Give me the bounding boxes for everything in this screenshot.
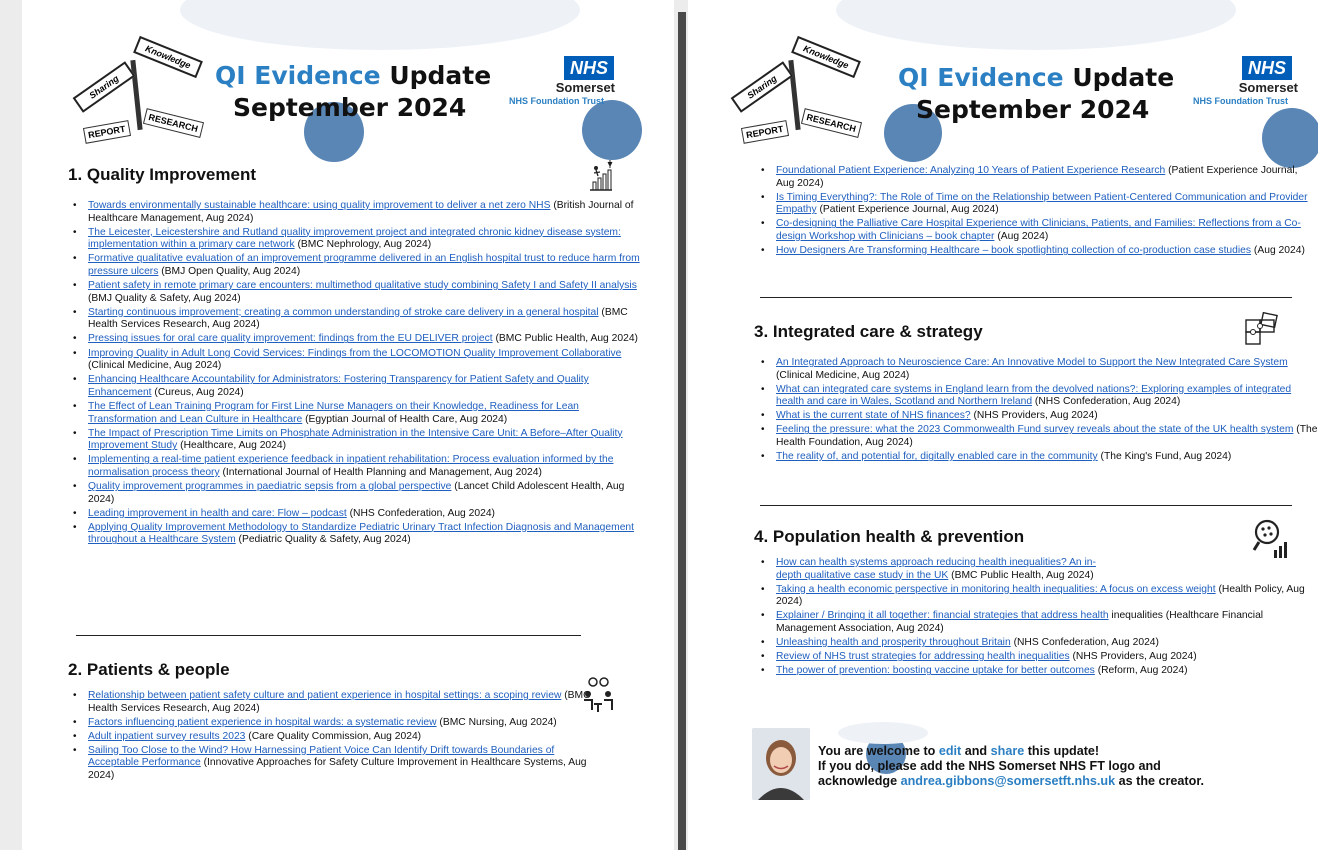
nhs-trust-name: NHS Foundation Trust — [509, 96, 604, 106]
list-item: • The Impact of Prescription Time Limits on Phosphate Administration in the Intensive Care Unit: A Before–After Quality Improvement Study (Healthcare, Aug 2024) — [88, 428, 648, 453]
list-item: • Unleashing health and prosperity throughout Britain (NHS Confederation, Aug 2024) — [776, 637, 1318, 650]
footer-arc — [838, 722, 928, 744]
footer-message: You are welcome to edit and share this update! If you do, please add the NHS Somerset NHS FT logo and acknowledge andrea.gibbons@somersetft.nhs.uk as the creator. — [818, 744, 1205, 788]
article-link[interactable]: Explainer / Bringing it all together: financial strategies that address health — [776, 610, 1109, 622]
article-link[interactable]: The Impact of Prescription Time Limits on Phosphate Administration in the Intensive Care Unit: A Before–After Quality Improvement Study — [88, 427, 623, 452]
list-item: • Patient safety in remote primary care encounters: multimethod qualitative study combining Safety I and Safety II analysis (BMJ Quality & Safety, Aug 2024) — [88, 280, 648, 305]
list-item: • How can health systems approach reducing health inequalities? An in-depth qualitative case study in the UK (BMC Public Health, Aug 2024) — [776, 557, 1116, 582]
article-link[interactable]: Improving Quality in Adult Long Covid Services: Findings from the LOCOMOTION Quality Improvement Collaborative — [88, 347, 622, 359]
list-item: • Adult inpatient survey results 2023 (Care Quality Commission, Aug 2024) — [88, 731, 600, 744]
list-item: • Relationship between patient safety culture and patient experience in hospital settings: a scoping review (BMC Health Services Research, Aug 2024) — [88, 690, 600, 715]
qi-list — [68, 200, 648, 548]
list-item: • Quality improvement programmes in paediatric sepsis from a global perspective (Lancet Child Adolescent Health, Aug 2024) — [88, 481, 648, 506]
article-link[interactable]: Factors influencing patient experience in hospital wards: a systematic review — [88, 716, 437, 728]
article-link[interactable]: Starting continuous improvement; creating a common understanding of stroke care delivery in a general hospital — [88, 306, 599, 318]
list-item: • The Leicester, Leicestershire and Rutland quality improvement project and integrated chronic kidney disease system: implementation within a primary care network (BMC Nephrology, Aug 2024) — [88, 227, 648, 252]
list-item: • Implementing a real-time patient experience feedback in inpatient rehabilitation: Process evaluation informed by the normalisation process theory (International Journal of Health Planning and Management, Aug 2024) — [88, 454, 648, 479]
section-heading-patients: 2. Patients & people — [68, 660, 230, 679]
list-item: • Is Timing Everything?: The Role of Time on the Relationship between Patient-Centered Communication and Provider Empathy (Patient Experience Journal, Aug 2024) — [776, 192, 1316, 217]
list-item: • Feeling the pressure: what the 2023 Commonwealth Fund survey reveals about the state of the UK health system (The Health Foundation, Aug 2024) — [776, 424, 1318, 449]
list-item: • Explainer / Bringing it all together: financial strategies that address health inequalities (Healthcare Financial Management Association, Aug 2024) — [776, 610, 1318, 635]
list-item: • How Designers Are Transforming Healthcare – book spotlighting collection of co-production case studies (Aug 2024) — [776, 245, 1316, 258]
banner-arc — [1262, 108, 1318, 168]
article-link[interactable]: What is the current state of NHS finances? — [776, 410, 971, 422]
sign-sharing: Sharing — [731, 61, 794, 112]
patients-list — [68, 690, 600, 784]
article-link[interactable]: Unleashing health and prosperity throughout Britain — [776, 637, 1011, 649]
article-link[interactable]: Implementing a real-time patient experience feedback in inpatient rehabilitation: Process evaluation informed by the normalisation process theory — [88, 454, 614, 478]
puzzle-icon — [1244, 312, 1280, 346]
page-2 — [688, 0, 1318, 850]
list-item: • Foundational Patient Experience: Analyzing 10 Years of Patient Experience Research (Patient Experience Journal, Aug 2024) — [776, 165, 1316, 190]
page-separator — [678, 12, 686, 850]
article-link[interactable]: Patient safety in remote primary care encounters: multimethod qualitative study combining Safety I and Safety II analysis — [88, 280, 637, 292]
sign-knowledge: Knowledge — [791, 36, 861, 78]
page-title: QI Evidence Update September 2024 — [215, 61, 492, 122]
list-item: • Factors influencing patient experience in hospital wards: a systematic review (BMC Nursing, Aug 2024) — [88, 717, 600, 730]
avatar-icon — [752, 728, 810, 800]
paper-report: REPORT — [83, 120, 131, 144]
list-item: • Leading improvement in health and care: Flow – podcast (NHS Confederation, Aug 2024) — [88, 508, 648, 521]
article-link[interactable]: An Integrated Approach to Neuroscience Care: An Innovative Model to Support the New Integrated Care System — [776, 357, 1288, 368]
list-item: • What is the current state of NHS finances? (NHS Providers, Aug 2024) — [776, 410, 1318, 423]
sign-knowledge: Knowledge — [133, 36, 203, 78]
edit-word: edit — [938, 744, 962, 758]
list-item: • Starting continuous improvement; creating a common understanding of stroke care delivery in a general hospital (BMC Health Services Research, Aug 2024) — [88, 307, 648, 332]
list-item: • Improving Quality in Adult Long Covid Services: Findings from the LOCOMOTION Quality Improvement Collaborative (Clinical Medicine, Aug 2024) — [88, 348, 648, 373]
paper-research: RESEARCH — [143, 108, 204, 138]
article-link[interactable]: Formative qualitative evaluation of an improvement programme delivered in an English hospital trust to reduce harm from pressure ulcers — [88, 253, 640, 277]
article-link[interactable]: What can integrated care systems in England learn from the devolved nations?: Exploring examples of integrated health and care in Wales, Scotland and Northern Ireland — [776, 383, 1292, 408]
section-heading-qi: 1. Quality Improvement — [68, 165, 256, 184]
creator-photo — [752, 728, 810, 800]
growth-chart-icon — [588, 160, 614, 192]
banner — [22, 0, 674, 150]
article-link[interactable]: The power of prevention: boosting vaccine uptake for better outcomes — [776, 665, 1095, 677]
population-list — [756, 557, 1318, 679]
article-link[interactable]: How Designers Are Transforming Healthcare – book spotlighting collection of co-production case studies — [776, 245, 1252, 257]
article-link[interactable]: How can health systems approach reducing health inequalities? An in-depth qualitative case study in the UK — [776, 557, 1096, 581]
banner — [688, 0, 1318, 150]
sign-sharing: Sharing — [73, 61, 136, 112]
article-link[interactable]: Sailing Too Close to the Wind? How Harnessing Patient Voice Can Identify Drift towards Boundaries of Acceptable Performance — [88, 744, 555, 769]
banner-arc — [180, 0, 580, 50]
article-link[interactable]: Relationship between patient safety culture and patient experience in hospital settings: a scoping review — [88, 690, 562, 701]
list-item: • Co-designing the Palliative Care Hospital Experience with Clinicians, Patients, and Families: Reflections from a Co-design Workshop with Clinicians – book chapter (Aug 2024) — [776, 218, 1316, 243]
paper-report: REPORT — [741, 120, 789, 144]
article-link[interactable]: Enhancing Healthcare Accountability for Administrators: Fostering Transparency for Patient Safety and Quality Enhancement — [88, 374, 589, 398]
article-link[interactable]: Foundational Patient Experience: Analyzing 10 Years of Patient Experience Research — [776, 165, 1166, 176]
magnifier-data-icon — [1252, 518, 1288, 560]
article-link[interactable]: Applying Quality Improvement Methodology to Standardize Pediatric Urinary Tract Infection Diagnosis and Management throughout a Healthcare System — [88, 521, 635, 546]
signpost-pole — [130, 60, 142, 130]
paper-research: RESEARCH — [801, 108, 862, 138]
article-link[interactable]: The reality of, and potential for, digitally enabled care in the community — [776, 451, 1098, 463]
patients-continued-list — [756, 165, 1316, 259]
list-item: • What can integrated care systems in England learn from the devolved nations?: Exploring examples of integrated health and care in Wales, Scotland and Northern Ireland (NHS Confederation, Aug 2024) — [776, 384, 1318, 409]
article-link[interactable]: The Effect of Lean Training Program for First Line Nurse Managers on their Knowledge, Readiness for Lean Transformation and Lean Culture in Healthcare — [88, 400, 579, 425]
list-item: • The power of prevention: boosting vaccine uptake for better outcomes (Reform, Aug 2024) — [776, 665, 1318, 678]
article-link[interactable]: Pressing issues for oral care quality improvement: findings from the EU DELIVER project — [88, 333, 493, 345]
article-link[interactable]: Co-designing the Palliative Care Hospital Experience with Clinicians, Patients, and Families: Reflections from a Co-design Workshop with Clinicians – book chapter — [776, 218, 1301, 242]
article-link[interactable]: Taking a health economic perspective in monitoring health inequalities: A focus on excess weight — [776, 583, 1216, 595]
list-item: • Sailing Too Close to the Wind? How Harnessing Patient Voice Can Identify Drift towards Boundaries of Acceptable Performance (Innovative Approaches for Safety Culture Improvement in Healthcare Systems, Aug 2024) — [88, 745, 600, 783]
list-item: • Towards environmentally sustainable healthcare: using quality improvement to deliver a net zero NHS (British Journal of Healthcare Management, Aug 2024) — [88, 200, 648, 225]
nhs-logo: NHS — [1242, 56, 1292, 80]
integrated-list — [756, 357, 1318, 465]
list-item: • The Effect of Lean Training Program for First Line Nurse Managers on their Knowledge, Readiness for Lean Transformation and Lean Culture in Healthcare (Egyptian Journal of Health Care, Aug 2024) — [88, 401, 648, 426]
nhs-logo: NHS — [564, 56, 614, 80]
list-item: • Applying Quality Improvement Methodology to Standardize Pediatric Urinary Tract Infection Diagnosis and Management throughout a Healthcare System (Pediatric Quality & Safety, Aug 2024) — [88, 522, 648, 547]
list-item: • Enhancing Healthcare Accountability for Administrators: Fostering Transparency for Patient Safety and Quality Enhancement (Cureus, Aug 2024) — [88, 374, 648, 399]
list-item: • Taking a health economic perspective in monitoring health inequalities: A focus on excess weight (Health Policy, Aug 2024) — [776, 584, 1318, 609]
creator-email[interactable]: andrea.gibbons@somersetft.nhs.uk — [900, 774, 1116, 788]
section-heading-population: 4. Population health & prevention — [754, 527, 1025, 546]
article-link[interactable]: Is Timing Everything?: The Role of Time on the Relationship between Patient-Centered Communication and Provider Empathy — [776, 191, 1308, 216]
page-title: QI Evidence Update September 2024 — [898, 63, 1175, 124]
banner-arc — [582, 100, 642, 160]
section-divider — [760, 297, 1292, 298]
nhs-org-name: Somerset — [1238, 80, 1298, 95]
signpost-pole — [788, 60, 800, 130]
article-link[interactable]: Leading improvement in health and care: Flow – podcast — [88, 507, 347, 519]
list-item: • Review of NHS trust strategies for addressing health inequalities (NHS Providers, Aug 2024) — [776, 651, 1318, 664]
footer-callout — [688, 720, 1318, 810]
share-word: share — [990, 744, 1025, 758]
article-link[interactable]: Feeling the pressure: what the 2023 Commonwealth Fund survey reveals about the state of the UK health system — [776, 424, 1294, 436]
section-divider — [760, 505, 1292, 506]
article-link[interactable]: Quality improvement programmes in paediatric sepsis from a global perspective — [88, 480, 452, 492]
nhs-org-name: Somerset — [555, 80, 615, 95]
section-divider — [76, 635, 581, 636]
nhs-trust-name: NHS Foundation Trust — [1193, 96, 1288, 106]
list-item: • An Integrated Approach to Neuroscience Care: An Innovative Model to Support the New Integrated Care System (Clinical Medicine, Aug 2024) — [776, 357, 1318, 382]
list-item: • The reality of, and potential for, digitally enabled care in the community (The King's Fund, Aug 2024) — [776, 451, 1318, 464]
list-item: • Formative qualitative evaluation of an improvement programme delivered in an English hospital trust to reduce harm from pressure ulcers (BMJ Open Quality, Aug 2024) — [88, 253, 648, 278]
article-link[interactable]: Review of NHS trust strategies for addressing health inequalities — [776, 651, 1070, 663]
list-item: • Pressing issues for oral care quality improvement: findings from the EU DELIVER project (BMC Public Health, Aug 2024) — [88, 333, 648, 346]
article-link[interactable]: Towards environmentally sustainable healthcare: using quality improvement to deliver a net zero NHS — [88, 200, 551, 211]
section-heading-integrated: 3. Integrated care & strategy — [754, 322, 983, 341]
banner-arc — [836, 0, 1236, 50]
article-link[interactable]: The Leicester, Leicestershire and Rutland quality improvement project and integrated chronic kidney disease system: implementation within a primary care network — [88, 226, 621, 251]
article-link[interactable]: Adult inpatient survey results 2023 — [88, 730, 246, 742]
page-1 — [22, 0, 674, 850]
